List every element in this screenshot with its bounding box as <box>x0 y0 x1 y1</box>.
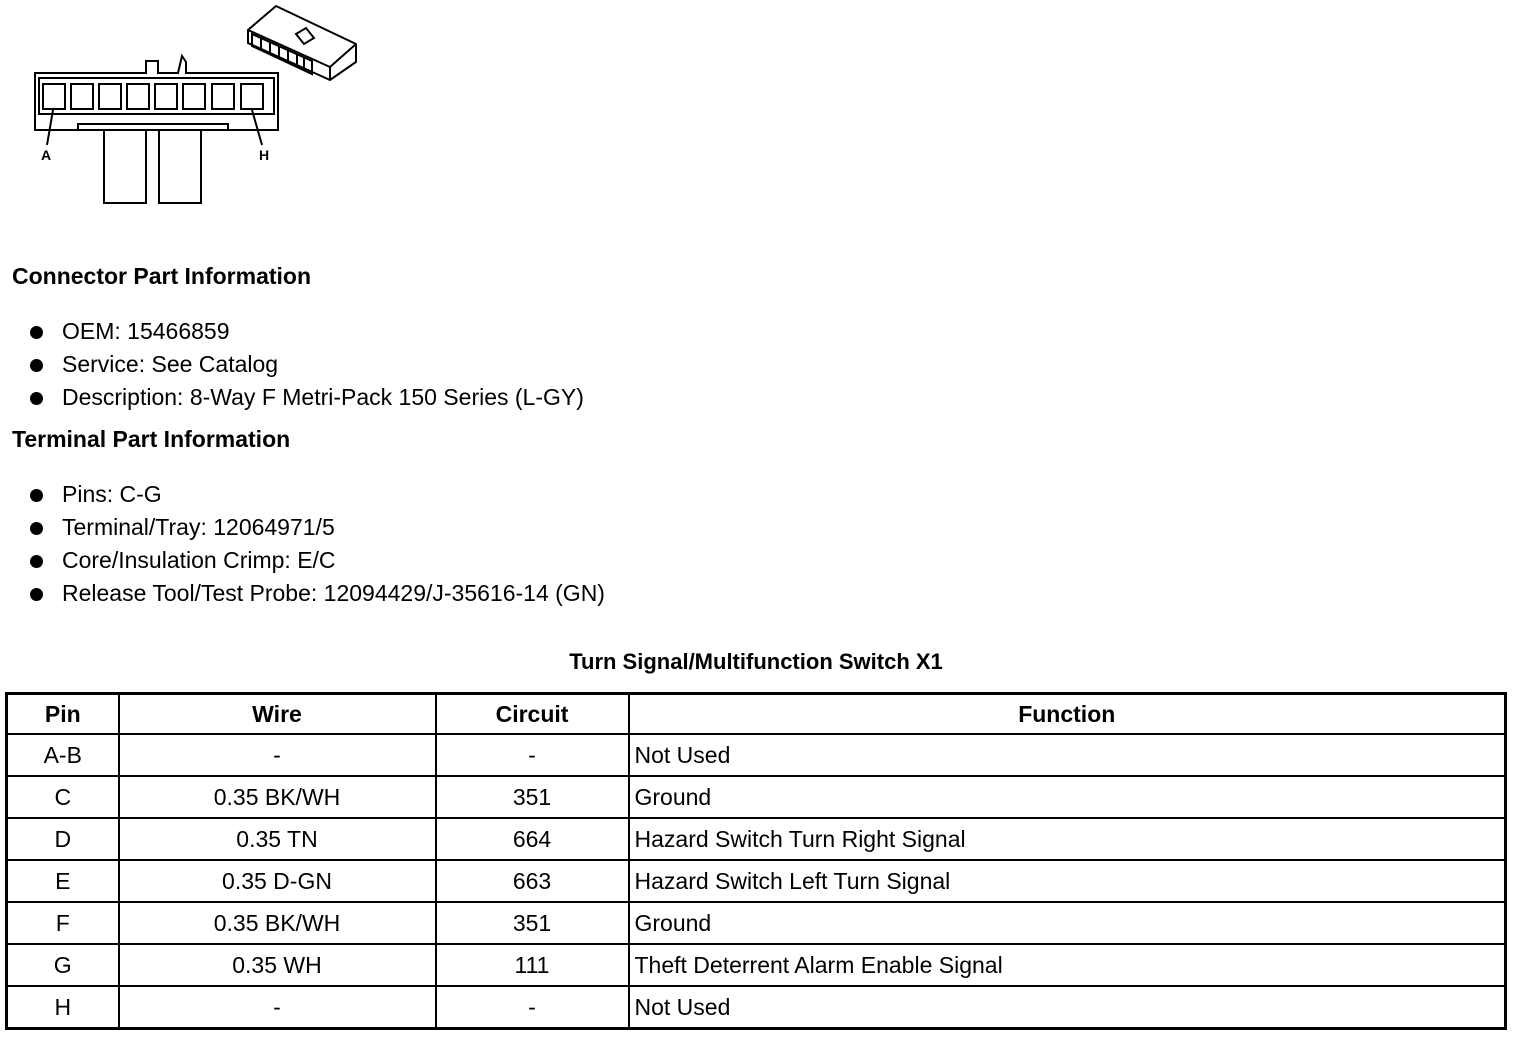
table-row <box>7 776 1506 818</box>
terminal-info-list <box>28 479 605 611</box>
connector-info-list <box>28 316 584 415</box>
table-header-row <box>7 694 1506 735</box>
wire-cell: - <box>119 986 436 1029</box>
circuit-cell: 111 <box>436 944 629 986</box>
table-row <box>7 986 1506 1029</box>
function-cell: Not Used <box>629 986 1506 1029</box>
pin-cell: A-B <box>7 734 119 776</box>
wire-cell: 0.35 TN <box>119 818 436 860</box>
pin-table <box>5 692 1507 1030</box>
pin-cell: D <box>7 818 119 860</box>
table-row <box>7 860 1506 902</box>
wire-cell: - <box>119 734 436 776</box>
table-title: Turn Signal/Multifunction Switch X1 <box>569 649 943 674</box>
table-row <box>7 902 1506 944</box>
circuit-cell: - <box>436 986 629 1029</box>
function-cell: Hazard Switch Left Turn Signal <box>629 860 1506 902</box>
connector-diagram <box>0 0 380 220</box>
wire-cell: 0.35 D-GN <box>119 860 436 902</box>
pin-cell: F <box>7 902 119 944</box>
function-cell: Hazard Switch Turn Right Signal <box>629 818 1506 860</box>
header-pin: Pin <box>7 694 119 735</box>
header-function: Function <box>629 694 1506 735</box>
list-item: Service: See Catalog <box>28 349 584 382</box>
circuit-cell: 663 <box>436 860 629 902</box>
bullet-icon <box>30 392 43 405</box>
table-row <box>7 734 1506 776</box>
function-cell: Theft Deterrent Alarm Enable Signal <box>629 944 1506 986</box>
terminal-info-heading: Terminal Part Information <box>12 426 291 452</box>
connector-info-heading: Connector Part Information <box>12 263 312 289</box>
pin-cell: G <box>7 944 119 986</box>
circuit-cell: - <box>436 734 629 776</box>
table-row <box>7 818 1506 860</box>
wire-cell: 0.35 BK/WH <box>119 902 436 944</box>
pin-label-h: H <box>259 147 270 163</box>
bullet-icon <box>30 522 43 535</box>
function-cell: Not Used <box>629 734 1506 776</box>
list-item: Terminal/Tray: 12064971/5 <box>28 512 605 545</box>
pin-cell: C <box>7 776 119 818</box>
pin-cell: H <box>7 986 119 1029</box>
bullet-icon <box>30 489 43 502</box>
table-row <box>7 944 1506 986</box>
pin-label-a: A <box>41 147 52 163</box>
bullet-icon <box>30 588 43 601</box>
bullet-icon <box>30 359 43 372</box>
list-item: Pins: C-G <box>28 479 605 512</box>
circuit-cell: 351 <box>436 776 629 818</box>
wire-cell: 0.35 WH <box>119 944 436 986</box>
circuit-cell: 351 <box>436 902 629 944</box>
list-item: OEM: 15466859 <box>28 316 584 349</box>
header-circuit: Circuit <box>436 694 629 735</box>
bullet-icon <box>30 326 43 339</box>
bullet-icon <box>30 555 43 568</box>
header-wire: Wire <box>119 694 436 735</box>
list-item: Release Tool/Test Probe: 12094429/J-35616-14 (GN) <box>28 578 605 611</box>
wire-cell: 0.35 BK/WH <box>119 776 436 818</box>
list-item: Description: 8-Way F Metri-Pack 150 Series (L-GY) <box>28 382 584 415</box>
pin-cell: E <box>7 860 119 902</box>
function-cell: Ground <box>629 902 1506 944</box>
function-cell: Ground <box>629 776 1506 818</box>
list-item: Core/Insulation Crimp: E/C <box>28 545 605 578</box>
circuit-cell: 664 <box>436 818 629 860</box>
